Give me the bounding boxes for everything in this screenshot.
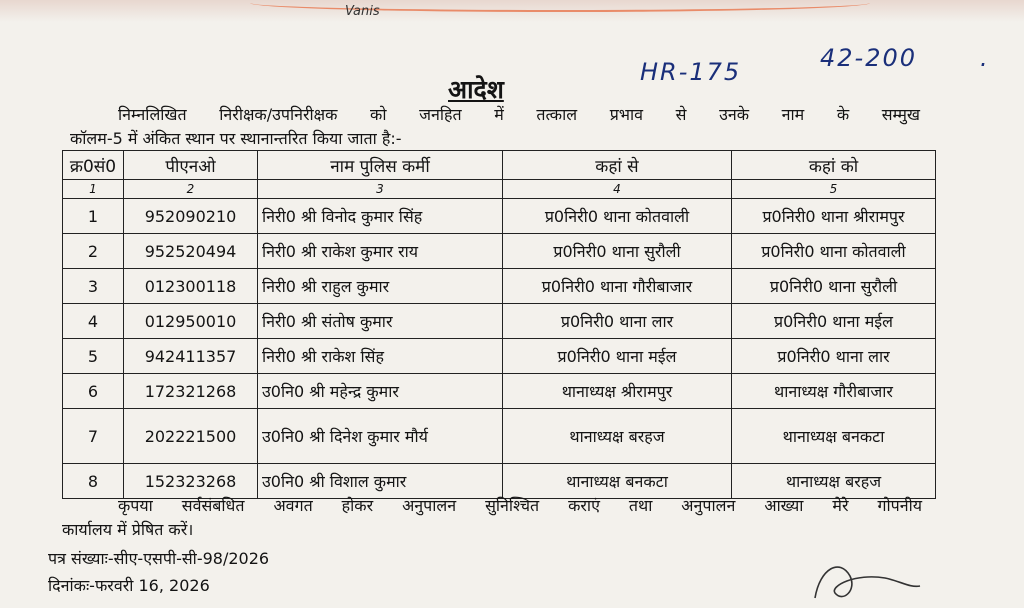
table-row [63, 339, 936, 374]
letter-number: पत्र संख्याः-सीए-एसपी-सी-98/2026 [48, 549, 270, 568]
cell-from: थानाध्यक्ष श्रीरामपुर [503, 374, 732, 409]
cell-sn: 3 [63, 269, 124, 304]
col-number: 2 [124, 180, 258, 199]
col-number: 4 [503, 180, 732, 199]
cell-from: प्र0निरी0 थाना मईल [503, 339, 732, 374]
cell-name: निरी0 श्री विनोद कुमार सिंह [258, 199, 503, 234]
cell-from: प्र0निरी0 थाना लार [503, 304, 732, 339]
cell-from: थानाध्यक्ष बरहज [503, 409, 732, 464]
cell-sn: 4 [63, 304, 124, 339]
cell-name: निरी0 श्री राकेश कुमार राय [258, 234, 503, 269]
col-number: 1 [63, 180, 124, 199]
cell-pno: 952090210 [124, 199, 258, 234]
cell-from: प्र0निरी0 थाना कोतवाली [503, 199, 732, 234]
cell-to: प्र0निरी0 थाना श्रीरामपुर [732, 199, 936, 234]
cell-to: प्र0निरी0 थाना लार [732, 339, 936, 374]
closing-line-2: कार्यालय में प्रेषित करें। [62, 520, 194, 539]
table-row [63, 409, 936, 464]
cell-name: उ0नि0 श्री महेन्द्र कुमार [258, 374, 503, 409]
intro-line-1: निम्नलिखित निरीक्षक/उपनिरीक्षक को जनहित में तत्काल प्रभाव से उनके नाम के सम्मुख [118, 105, 920, 124]
cell-pno: 202221500 [124, 409, 258, 464]
header-pno: पीएनओ [124, 151, 258, 180]
signature-scribble [795, 548, 925, 608]
header-scribble: Vanis [345, 4, 380, 19]
header-from: कहां से [503, 151, 732, 180]
cell-sn: 8 [63, 464, 124, 499]
table-row [63, 199, 936, 234]
table-row [63, 374, 936, 409]
cell-to: थानाध्यक्ष गौरीबाजार [732, 374, 936, 409]
handwritten-ref: HR-175 [640, 58, 742, 86]
top-edge-strip [0, 0, 1024, 22]
handwritten-amount: 42-200 [820, 44, 918, 72]
closing-paragraph [62, 494, 922, 542]
cell-sn: 2 [63, 234, 124, 269]
table-row [63, 234, 936, 269]
letterhead-arc [250, 0, 870, 12]
cell-pno: 152323268 [124, 464, 258, 499]
intro-paragraph [70, 103, 920, 151]
cell-name: निरी0 श्री राहुल कुमार [258, 269, 503, 304]
cell-to: प्र0निरी0 थाना कोतवाली [732, 234, 936, 269]
closing-line-1: कृपया सर्वसंबधित अवगत होकर अनुपालन सुनिश्चित कराएं तथा अनुपालन आख्या मेरे गोपनीय [118, 496, 922, 515]
letter-date: दिनांकः-फरवरी 16, 2026 [48, 576, 210, 595]
cell-to: प्र0निरी0 थाना मईल [732, 304, 936, 339]
cell-to: थानाध्यक्ष बनकटा [732, 409, 936, 464]
intro-line-2: कॉलम-5 में अंकित स्थान पर स्थानान्तरित किया जाता है:- [70, 129, 402, 148]
cell-pno: 012950010 [124, 304, 258, 339]
table-header-row [63, 151, 936, 180]
cell-sn: 7 [63, 409, 124, 464]
col-number: 5 [732, 180, 936, 199]
cell-name: उ0नि0 श्री दिनेश कुमार मौर्य [258, 409, 503, 464]
header-name: नाम पुलिस कर्मी [258, 151, 503, 180]
cell-from: थानाध्यक्ष बनकटा [503, 464, 732, 499]
cell-name: निरी0 श्री राकेश सिंह [258, 339, 503, 374]
cell-pno: 012300118 [124, 269, 258, 304]
table-row [63, 304, 936, 339]
cell-pno: 952520494 [124, 234, 258, 269]
cell-sn: 5 [63, 339, 124, 374]
transfer-table [62, 150, 936, 499]
cell-from: प्र0निरी0 थाना गौरीबाजार [503, 269, 732, 304]
table-row [63, 269, 936, 304]
handwritten-dot: . [980, 44, 990, 72]
cell-sn: 1 [63, 199, 124, 234]
cell-pno: 172321268 [124, 374, 258, 409]
cell-pno: 942411357 [124, 339, 258, 374]
cell-from: प्र0निरी0 थाना सुरौली [503, 234, 732, 269]
cell-name: निरी0 श्री संतोष कुमार [258, 304, 503, 339]
order-title: आदेश [448, 75, 504, 104]
cell-name: उ0नि0 श्री विशाल कुमार [258, 464, 503, 499]
cell-sn: 6 [63, 374, 124, 409]
column-number-row [63, 180, 936, 199]
header-sn: क्र0सं0 [63, 151, 124, 180]
cell-to: थानाध्यक्ष बरहज [732, 464, 936, 499]
col-number: 3 [258, 180, 503, 199]
cell-to: प्र0निरी0 थाना सुरौली [732, 269, 936, 304]
header-to: कहां को [732, 151, 936, 180]
